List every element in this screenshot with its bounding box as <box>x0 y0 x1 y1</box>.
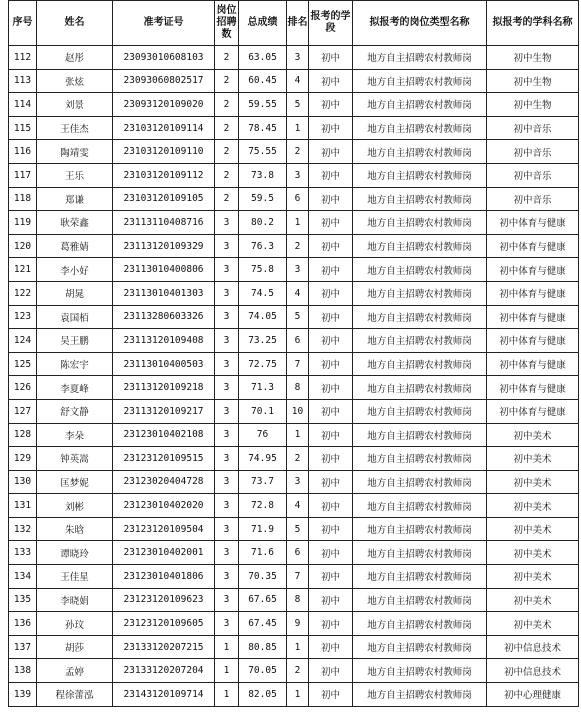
cell-rank: 1 <box>287 211 309 235</box>
cell-stage: 初中 <box>309 258 353 282</box>
cell-exam-id: 23123120109623 <box>113 588 215 612</box>
cell-quota: 3 <box>215 565 239 589</box>
cell-rank: 3 <box>287 163 309 187</box>
cell-score: 78.45 <box>239 116 287 140</box>
cell-seq: 127 <box>9 399 37 423</box>
cell-name: 刘彬 <box>37 494 113 518</box>
cell-rank: 4 <box>287 494 309 518</box>
cell-rank: 2 <box>287 234 309 258</box>
cell-subject: 初中美术 <box>487 612 579 636</box>
cell-name: 葛雅婧 <box>37 234 113 258</box>
table-row <box>9 612 579 636</box>
results-table-container <box>8 0 579 707</box>
cell-score: 71.6 <box>239 541 287 565</box>
cell-score: 80.2 <box>239 211 287 235</box>
table-row <box>9 541 579 565</box>
cell-score: 74.05 <box>239 305 287 329</box>
cell-subject: 初中信息技术 <box>487 659 579 683</box>
cell-subject: 初中美术 <box>487 423 579 447</box>
table-row <box>9 93 579 117</box>
cell-subject: 初中音乐 <box>487 187 579 211</box>
cell-seq: 121 <box>9 258 37 282</box>
cell-score: 73.7 <box>239 470 287 494</box>
cell-seq: 120 <box>9 234 37 258</box>
cell-score: 71.9 <box>239 517 287 541</box>
table-row <box>9 683 579 707</box>
cell-exam-id: 23143120109714 <box>113 683 215 707</box>
table-row <box>9 565 579 589</box>
cell-exam-id: 23123120109515 <box>113 447 215 471</box>
cell-name: 谭晓玲 <box>37 541 113 565</box>
table-row <box>9 116 579 140</box>
cell-post-type: 地方自主招聘农村教师岗 <box>353 46 487 70</box>
cell-name: 李朵 <box>37 423 113 447</box>
cell-score: 82.05 <box>239 683 287 707</box>
cell-quota: 2 <box>215 69 239 93</box>
cell-seq: 131 <box>9 494 37 518</box>
cell-subject: 初中音乐 <box>487 140 579 164</box>
cell-quota: 3 <box>215 541 239 565</box>
cell-post-type: 地方自主招聘农村教师岗 <box>353 93 487 117</box>
cell-name: 李小好 <box>37 258 113 282</box>
cell-name: 李夏峰 <box>37 376 113 400</box>
cell-rank: 1 <box>287 116 309 140</box>
cell-rank: 4 <box>287 69 309 93</box>
cell-name: 程徐蕾泓 <box>37 683 113 707</box>
cell-score: 76 <box>239 423 287 447</box>
cell-rank: 3 <box>287 258 309 282</box>
cell-name: 朱晗 <box>37 517 113 541</box>
cell-score: 70.35 <box>239 565 287 589</box>
cell-name: 刘景 <box>37 93 113 117</box>
cell-subject: 初中美术 <box>487 588 579 612</box>
cell-rank: 5 <box>287 93 309 117</box>
cell-post-type: 地方自主招聘农村教师岗 <box>353 494 487 518</box>
cell-quota: 1 <box>215 635 239 659</box>
cell-rank: 1 <box>287 683 309 707</box>
cell-quota: 3 <box>215 211 239 235</box>
cell-seq: 112 <box>9 46 37 70</box>
table-row <box>9 588 579 612</box>
cell-score: 67.65 <box>239 588 287 612</box>
cell-rank: 2 <box>287 659 309 683</box>
cell-stage: 初中 <box>309 612 353 636</box>
cell-name: 李晓娟 <box>37 588 113 612</box>
cell-seq: 128 <box>9 423 37 447</box>
cell-stage: 初中 <box>309 234 353 258</box>
cell-post-type: 地方自主招聘农村教师岗 <box>353 187 487 211</box>
table-body <box>9 46 579 707</box>
cell-post-type: 地方自主招聘农村教师岗 <box>353 635 487 659</box>
cell-exam-id: 23093060802517 <box>113 69 215 93</box>
cell-score: 75.55 <box>239 140 287 164</box>
cell-seq: 139 <box>9 683 37 707</box>
cell-score: 59.55 <box>239 93 287 117</box>
cell-post-type: 地方自主招聘农村教师岗 <box>353 140 487 164</box>
cell-subject: 初中体育与健康 <box>487 234 579 258</box>
cell-quota: 3 <box>215 517 239 541</box>
cell-exam-id: 23113280603326 <box>113 305 215 329</box>
cell-stage: 初中 <box>309 211 353 235</box>
cell-quota: 3 <box>215 376 239 400</box>
cell-exam-id: 23103120109114 <box>113 116 215 140</box>
cell-quota: 1 <box>215 683 239 707</box>
cell-score: 72.75 <box>239 352 287 376</box>
cell-rank: 8 <box>287 376 309 400</box>
cell-post-type: 地方自主招聘农村教师岗 <box>353 376 487 400</box>
cell-name: 王乐 <box>37 163 113 187</box>
cell-stage: 初中 <box>309 635 353 659</box>
cell-quota: 2 <box>215 140 239 164</box>
cell-stage: 初中 <box>309 494 353 518</box>
cell-name: 赵彤 <box>37 46 113 70</box>
cell-seq: 115 <box>9 116 37 140</box>
cell-post-type: 地方自主招聘农村教师岗 <box>353 659 487 683</box>
cell-name: 胡晁 <box>37 281 113 305</box>
cell-score: 80.85 <box>239 635 287 659</box>
cell-name: 吴王鹏 <box>37 329 113 353</box>
cell-rank: 7 <box>287 352 309 376</box>
cell-name: 舒文静 <box>37 399 113 423</box>
cell-subject: 初中生物 <box>487 93 579 117</box>
table-row <box>9 352 579 376</box>
cell-score: 74.5 <box>239 281 287 305</box>
cell-quota: 3 <box>215 234 239 258</box>
header-exam-id: 准考证号 <box>113 1 215 46</box>
cell-score: 76.3 <box>239 234 287 258</box>
cell-exam-id: 23113120109218 <box>113 376 215 400</box>
cell-post-type: 地方自主招聘农村教师岗 <box>353 163 487 187</box>
cell-stage: 初中 <box>309 163 353 187</box>
cell-rank: 2 <box>287 447 309 471</box>
cell-rank: 3 <box>287 46 309 70</box>
cell-subject: 初中信息技术 <box>487 635 579 659</box>
cell-quota: 2 <box>215 116 239 140</box>
cell-rank: 9 <box>287 612 309 636</box>
cell-post-type: 地方自主招聘农村教师岗 <box>353 565 487 589</box>
cell-name: 孟婷 <box>37 659 113 683</box>
cell-rank: 4 <box>287 281 309 305</box>
cell-exam-id: 23113010400503 <box>113 352 215 376</box>
cell-subject: 初中美术 <box>487 447 579 471</box>
cell-post-type: 地方自主招聘农村教师岗 <box>353 447 487 471</box>
cell-score: 70.1 <box>239 399 287 423</box>
cell-post-type: 地方自主招聘农村教师岗 <box>353 211 487 235</box>
cell-stage: 初中 <box>309 447 353 471</box>
cell-stage: 初中 <box>309 140 353 164</box>
table-row <box>9 140 579 164</box>
cell-stage: 初中 <box>309 423 353 447</box>
cell-name: 王佳杰 <box>37 116 113 140</box>
cell-seq: 124 <box>9 329 37 353</box>
table-row <box>9 46 579 70</box>
cell-stage: 初中 <box>309 541 353 565</box>
cell-subject: 初中美术 <box>487 517 579 541</box>
cell-quota: 2 <box>215 93 239 117</box>
cell-post-type: 地方自主招聘农村教师岗 <box>353 470 487 494</box>
cell-subject: 初中体育与健康 <box>487 281 579 305</box>
cell-stage: 初中 <box>309 565 353 589</box>
cell-quota: 3 <box>215 494 239 518</box>
cell-exam-id: 23113120109217 <box>113 399 215 423</box>
table-row <box>9 423 579 447</box>
cell-seq: 137 <box>9 635 37 659</box>
cell-stage: 初中 <box>309 46 353 70</box>
cell-rank: 7 <box>287 565 309 589</box>
cell-stage: 初中 <box>309 683 353 707</box>
cell-quota: 3 <box>215 352 239 376</box>
cell-post-type: 地方自主招聘农村教师岗 <box>353 399 487 423</box>
cell-exam-id: 23113010400806 <box>113 258 215 282</box>
cell-exam-id: 23113120109329 <box>113 234 215 258</box>
cell-subject: 初中美术 <box>487 565 579 589</box>
cell-seq: 122 <box>9 281 37 305</box>
cell-exam-id: 23103120109110 <box>113 140 215 164</box>
cell-rank: 6 <box>287 187 309 211</box>
cell-score: 74.95 <box>239 447 287 471</box>
cell-quota: 3 <box>215 305 239 329</box>
cell-exam-id: 23133120207204 <box>113 659 215 683</box>
table-row <box>9 163 579 187</box>
cell-rank: 5 <box>287 305 309 329</box>
cell-seq: 125 <box>9 352 37 376</box>
cell-score: 73.25 <box>239 329 287 353</box>
cell-post-type: 地方自主招聘农村教师岗 <box>353 541 487 565</box>
table-row <box>9 305 579 329</box>
cell-quota: 1 <box>215 659 239 683</box>
cell-quota: 3 <box>215 399 239 423</box>
cell-subject: 初中音乐 <box>487 163 579 187</box>
cell-rank: 8 <box>287 588 309 612</box>
cell-post-type: 地方自主招聘农村教师岗 <box>353 281 487 305</box>
cell-name: 陈宏宇 <box>37 352 113 376</box>
results-table <box>8 0 579 707</box>
table-row <box>9 211 579 235</box>
cell-quota: 3 <box>215 258 239 282</box>
cell-seq: 119 <box>9 211 37 235</box>
table-row <box>9 494 579 518</box>
cell-score: 60.45 <box>239 69 287 93</box>
cell-quota: 3 <box>215 470 239 494</box>
cell-seq: 118 <box>9 187 37 211</box>
cell-subject: 初中体育与健康 <box>487 352 579 376</box>
cell-rank: 1 <box>287 423 309 447</box>
cell-post-type: 地方自主招聘农村教师岗 <box>353 588 487 612</box>
cell-post-type: 地方自主招聘农村教师岗 <box>353 305 487 329</box>
header-quota: 岗位招聘数 <box>215 1 239 46</box>
header-seq: 序号 <box>9 1 37 46</box>
cell-quota: 2 <box>215 46 239 70</box>
cell-post-type: 地方自主招聘农村教师岗 <box>353 683 487 707</box>
cell-seq: 136 <box>9 612 37 636</box>
header-name: 姓名 <box>37 1 113 46</box>
cell-seq: 129 <box>9 447 37 471</box>
cell-quota: 3 <box>215 447 239 471</box>
cell-stage: 初中 <box>309 69 353 93</box>
cell-post-type: 地方自主招聘农村教师岗 <box>353 612 487 636</box>
cell-exam-id: 23093120109020 <box>113 93 215 117</box>
cell-quota: 2 <box>215 187 239 211</box>
cell-subject: 初中心理健康 <box>487 683 579 707</box>
cell-name: 胡莎 <box>37 635 113 659</box>
cell-quota: 3 <box>215 423 239 447</box>
cell-stage: 初中 <box>309 517 353 541</box>
cell-post-type: 地方自主招聘农村教师岗 <box>353 517 487 541</box>
cell-name: 郑谦 <box>37 187 113 211</box>
table-row <box>9 234 579 258</box>
cell-name: 陶靖雯 <box>37 140 113 164</box>
cell-quota: 2 <box>215 163 239 187</box>
cell-subject: 初中生物 <box>487 69 579 93</box>
cell-subject: 初中美术 <box>487 470 579 494</box>
cell-score: 71.3 <box>239 376 287 400</box>
cell-exam-id: 23123010402001 <box>113 541 215 565</box>
header-score: 总成绩 <box>239 1 287 46</box>
cell-score: 73.8 <box>239 163 287 187</box>
cell-post-type: 地方自主招聘农村教师岗 <box>353 423 487 447</box>
cell-stage: 初中 <box>309 305 353 329</box>
cell-exam-id: 23093010608103 <box>113 46 215 70</box>
table-row <box>9 447 579 471</box>
table-row <box>9 258 579 282</box>
table-row <box>9 187 579 211</box>
cell-seq: 138 <box>9 659 37 683</box>
cell-stage: 初中 <box>309 187 353 211</box>
table-row <box>9 517 579 541</box>
cell-stage: 初中 <box>309 470 353 494</box>
cell-exam-id: 23123010401806 <box>113 565 215 589</box>
cell-quota: 3 <box>215 612 239 636</box>
cell-subject: 初中体育与健康 <box>487 211 579 235</box>
cell-exam-id: 23123120109504 <box>113 517 215 541</box>
cell-quota: 3 <box>215 329 239 353</box>
cell-rank: 2 <box>287 140 309 164</box>
cell-rank: 6 <box>287 541 309 565</box>
cell-seq: 133 <box>9 541 37 565</box>
cell-seq: 134 <box>9 565 37 589</box>
table-row <box>9 399 579 423</box>
cell-subject: 初中生物 <box>487 46 579 70</box>
cell-stage: 初中 <box>309 116 353 140</box>
cell-exam-id: 23103120109105 <box>113 187 215 211</box>
cell-name: 王佳星 <box>37 565 113 589</box>
cell-seq: 113 <box>9 69 37 93</box>
cell-stage: 初中 <box>309 352 353 376</box>
cell-rank: 6 <box>287 329 309 353</box>
table-row <box>9 281 579 305</box>
cell-name: 张炫 <box>37 69 113 93</box>
cell-seq: 116 <box>9 140 37 164</box>
cell-stage: 初中 <box>309 329 353 353</box>
cell-subject: 初中体育与健康 <box>487 399 579 423</box>
header-subject: 拟报考的学科名称 <box>487 1 579 46</box>
cell-name: 孙玟 <box>37 612 113 636</box>
cell-stage: 初中 <box>309 376 353 400</box>
header-stage: 报考的学段 <box>309 1 353 46</box>
cell-seq: 132 <box>9 517 37 541</box>
cell-exam-id: 23113010401303 <box>113 281 215 305</box>
cell-name: 匡梦妮 <box>37 470 113 494</box>
cell-subject: 初中音乐 <box>487 116 579 140</box>
cell-post-type: 地方自主招聘农村教师岗 <box>353 258 487 282</box>
cell-stage: 初中 <box>309 588 353 612</box>
cell-score: 70.05 <box>239 659 287 683</box>
cell-seq: 123 <box>9 305 37 329</box>
cell-stage: 初中 <box>309 281 353 305</box>
table-row <box>9 376 579 400</box>
table-row <box>9 635 579 659</box>
cell-exam-id: 23123010402020 <box>113 494 215 518</box>
cell-stage: 初中 <box>309 399 353 423</box>
cell-subject: 初中美术 <box>487 541 579 565</box>
cell-post-type: 地方自主招聘农村教师岗 <box>353 329 487 353</box>
cell-name: 袁国栢 <box>37 305 113 329</box>
cell-quota: 3 <box>215 588 239 612</box>
cell-stage: 初中 <box>309 93 353 117</box>
table-row <box>9 659 579 683</box>
cell-rank: 5 <box>287 517 309 541</box>
cell-post-type: 地方自主招聘农村教师岗 <box>353 69 487 93</box>
cell-seq: 114 <box>9 93 37 117</box>
cell-subject: 初中体育与健康 <box>487 376 579 400</box>
cell-rank: 3 <box>287 470 309 494</box>
cell-score: 75.8 <box>239 258 287 282</box>
cell-score: 63.05 <box>239 46 287 70</box>
cell-exam-id: 23103120109112 <box>113 163 215 187</box>
table-row <box>9 470 579 494</box>
table-row <box>9 69 579 93</box>
cell-seq: 117 <box>9 163 37 187</box>
cell-name: 耿荣鑫 <box>37 211 113 235</box>
header-post-type: 拟报考的岗位类型名称 <box>353 1 487 46</box>
cell-exam-id: 23113120109408 <box>113 329 215 353</box>
header-row <box>9 1 579 46</box>
cell-exam-id: 23123120109605 <box>113 612 215 636</box>
cell-post-type: 地方自主招聘农村教师岗 <box>353 352 487 376</box>
cell-seq: 126 <box>9 376 37 400</box>
cell-rank: 1 <box>287 635 309 659</box>
cell-seq: 130 <box>9 470 37 494</box>
cell-subject: 初中体育与健康 <box>487 258 579 282</box>
cell-subject: 初中体育与健康 <box>487 305 579 329</box>
cell-rank: 10 <box>287 399 309 423</box>
cell-exam-id: 23113110408716 <box>113 211 215 235</box>
cell-post-type: 地方自主招聘农村教师岗 <box>353 116 487 140</box>
cell-exam-id: 23133120207215 <box>113 635 215 659</box>
header-rank: 排名 <box>287 1 309 46</box>
cell-stage: 初中 <box>309 659 353 683</box>
cell-name: 钟英嵩 <box>37 447 113 471</box>
cell-seq: 135 <box>9 588 37 612</box>
cell-post-type: 地方自主招聘农村教师岗 <box>353 234 487 258</box>
cell-exam-id: 23123010402108 <box>113 423 215 447</box>
cell-quota: 3 <box>215 281 239 305</box>
cell-subject: 初中美术 <box>487 494 579 518</box>
cell-score: 59.5 <box>239 187 287 211</box>
cell-exam-id: 23123020404728 <box>113 470 215 494</box>
cell-score: 72.8 <box>239 494 287 518</box>
cell-subject: 初中体育与健康 <box>487 329 579 353</box>
cell-score: 67.45 <box>239 612 287 636</box>
table-row <box>9 329 579 353</box>
